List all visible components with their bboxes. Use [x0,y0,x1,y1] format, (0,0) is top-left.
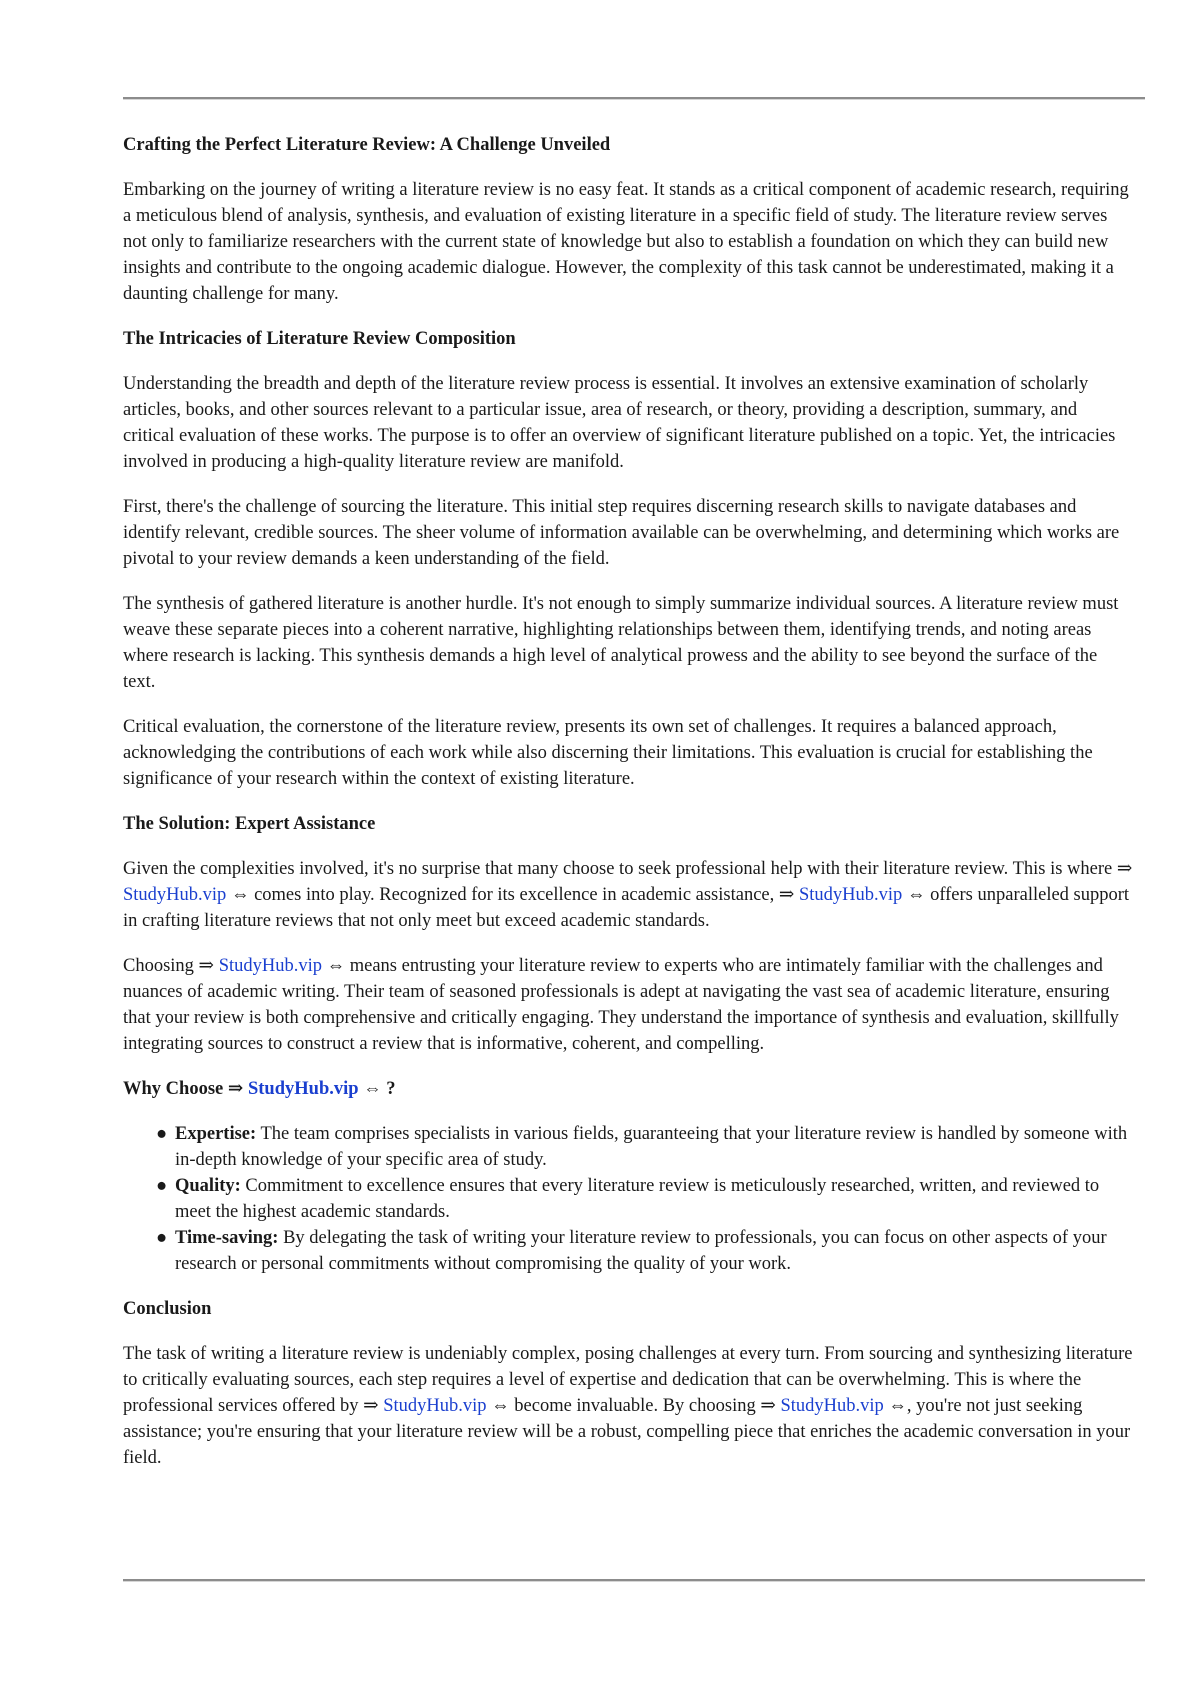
intricacies-paragraph-3: The synthesis of gathered literature is another hurdle. It's not enough to simply summarize individual sources. A literature review must weave these separate pieces into a coherent narrative, highlighting relationships between them, identifying trends, and noting areas where research is lacking. This synthesis demands a high level of analytical prowess and the ability to see beyond the surface of the text. [123,594,1119,692]
bullet-icon: ● [156,1228,168,1248]
intricacies-paragraph-1: Understanding the breadth and depth of the literature review process is essential. It involves an extensive examination of scholarly articles, books, and other sources relevant to a particular issue, area of research, or theory, providing a description, summary, and critical evaluation of these works. The purpose is to offer an overview of significant literature published on a topic. Yet, the intricacies involved in producing a high-quality literature review are manifold. [123,374,1116,472]
text-fragment: ⇔ become invaluable. By choosing ⇒ [486,1396,781,1416]
intricacies-paragraph-4: Critical evaluation, the cornerstone of the literature review, presents its own set of challenges. It requires a balanced approach, acknowledging the contributions of each work while also discerning their limitations. This evaluation is crucial for establishing the significance of your research within the context of existing literature. [123,717,1093,789]
list-item-text: Commitment to excellence ensures that every literature review is meticulously researched, written, and reviewed to meet the highest academic standards. [175,1176,1100,1222]
document-title: Crafting the Perfect Literature Review: A Challenge Unveiled [123,135,611,155]
studyhub-link[interactable]: StudyHub.vip [780,1396,884,1416]
studyhub-link[interactable]: StudyHub.vip [247,1079,359,1099]
top-divider [123,97,1145,100]
bullet-icon: ● [156,1176,168,1196]
list-item-expertise [156,1121,1133,1173]
bottom-divider [123,1579,1145,1582]
bullet-icon: ● [156,1124,168,1144]
text-fragment: Given the complexities involved, it's no surprise that many choose to seek professional help with their literature review. This is where ⇒ [123,859,1133,879]
studyhub-link[interactable]: StudyHub.vip [123,885,227,905]
list-item-label: Expertise: [175,1124,257,1144]
document-body [123,132,1133,1490]
solution-paragraph-2 [123,953,1133,1057]
conclusion-paragraph [123,1341,1133,1471]
text-fragment: Why Choose ⇒ [123,1079,248,1099]
intricacies-paragraph-2: First, there's the challenge of sourcing the literature. This initial step requires discerning research skills to navigate databases and identify relevant, credible sources. The sheer volume of information available can be overwhelming, and determining which works are pivotal to your review demands a keen understanding of the field. [123,497,1120,569]
text-fragment: Choosing ⇒ [123,956,219,976]
solution-paragraph-1 [123,856,1133,934]
section-heading-why-choose [123,1076,1133,1102]
list-item-label: Time-saving: [175,1228,279,1248]
text-fragment: ⇔ means entrusting your literature review to experts who are intimately familiar with the challenges and nuances of academic writing. Their team of seasoned professionals is adept at navigating the vast sea of academic literature, ensuring that your review is both comprehensive and critically engaging. They understand the importance of synthesis and evaluation, skillfully integrating sources to construct a review that is informative, coherent, and compelling. [123,956,1119,1054]
text-fragment: ⇔ comes into play. Recognized for its excellence in academic assistance, ⇒ [226,885,799,905]
intro-paragraph: Embarking on the journey of writing a literature review is no easy feat. It stands as a critical component of academic research, requiring a meticulous blend of analysis, synthesis, and evaluation of existing literature in a specific field of study. The literature review serves not only to familiarize researchers with the current state of knowledge but also to establish a foundation on which they can build new insights and contribute to the ongoing academic dialogue. However, the complexity of this task cannot be underestimated, making it a daunting challenge for many. [123,180,1129,304]
text-fragment: ⇔ offers unparalleled support in crafting literature reviews that not only meet but exceed academic standards. [123,885,1130,931]
studyhub-link[interactable]: StudyHub.vip [383,1396,487,1416]
text-fragment: ⇔, you're not just seeking assistance; you're ensuring that your literature review will be a robust, compelling piece that enriches the academic conversation in your field. [123,1396,1131,1468]
list-item-text: By delegating the task of writing your literature review to professionals, you can focus on other aspects of your research or personal commitments without compromising the quality of your work. [175,1228,1107,1274]
section-heading-conclusion: Conclusion [123,1299,212,1319]
list-item-text: The team comprises specialists in various fields, guaranteeing that your literature review is handled by someone with in-depth knowledge of your specific area of study. [175,1124,1128,1170]
text-fragment: ⇔ ? [358,1079,396,1099]
list-item-label: Quality: [175,1176,241,1196]
list-item-quality [156,1173,1133,1225]
list-item-time-saving [156,1225,1133,1277]
studyhub-link[interactable]: StudyHub.vip [799,885,903,905]
section-heading-intricacies: The Intricacies of Literature Review Composition [123,329,516,349]
section-heading-solution: The Solution: Expert Assistance [123,814,376,834]
text-fragment: The task of writing a literature review is undeniably complex, posing challenges at every turn. From sourcing and synthesizing literature to critically evaluating sources, each step requires a level of expertise and dedication that can be overwhelming. This is where the professional services offered by ⇒ [123,1344,1133,1416]
benefits-list [123,1121,1133,1277]
studyhub-link[interactable]: StudyHub.vip [218,956,322,976]
